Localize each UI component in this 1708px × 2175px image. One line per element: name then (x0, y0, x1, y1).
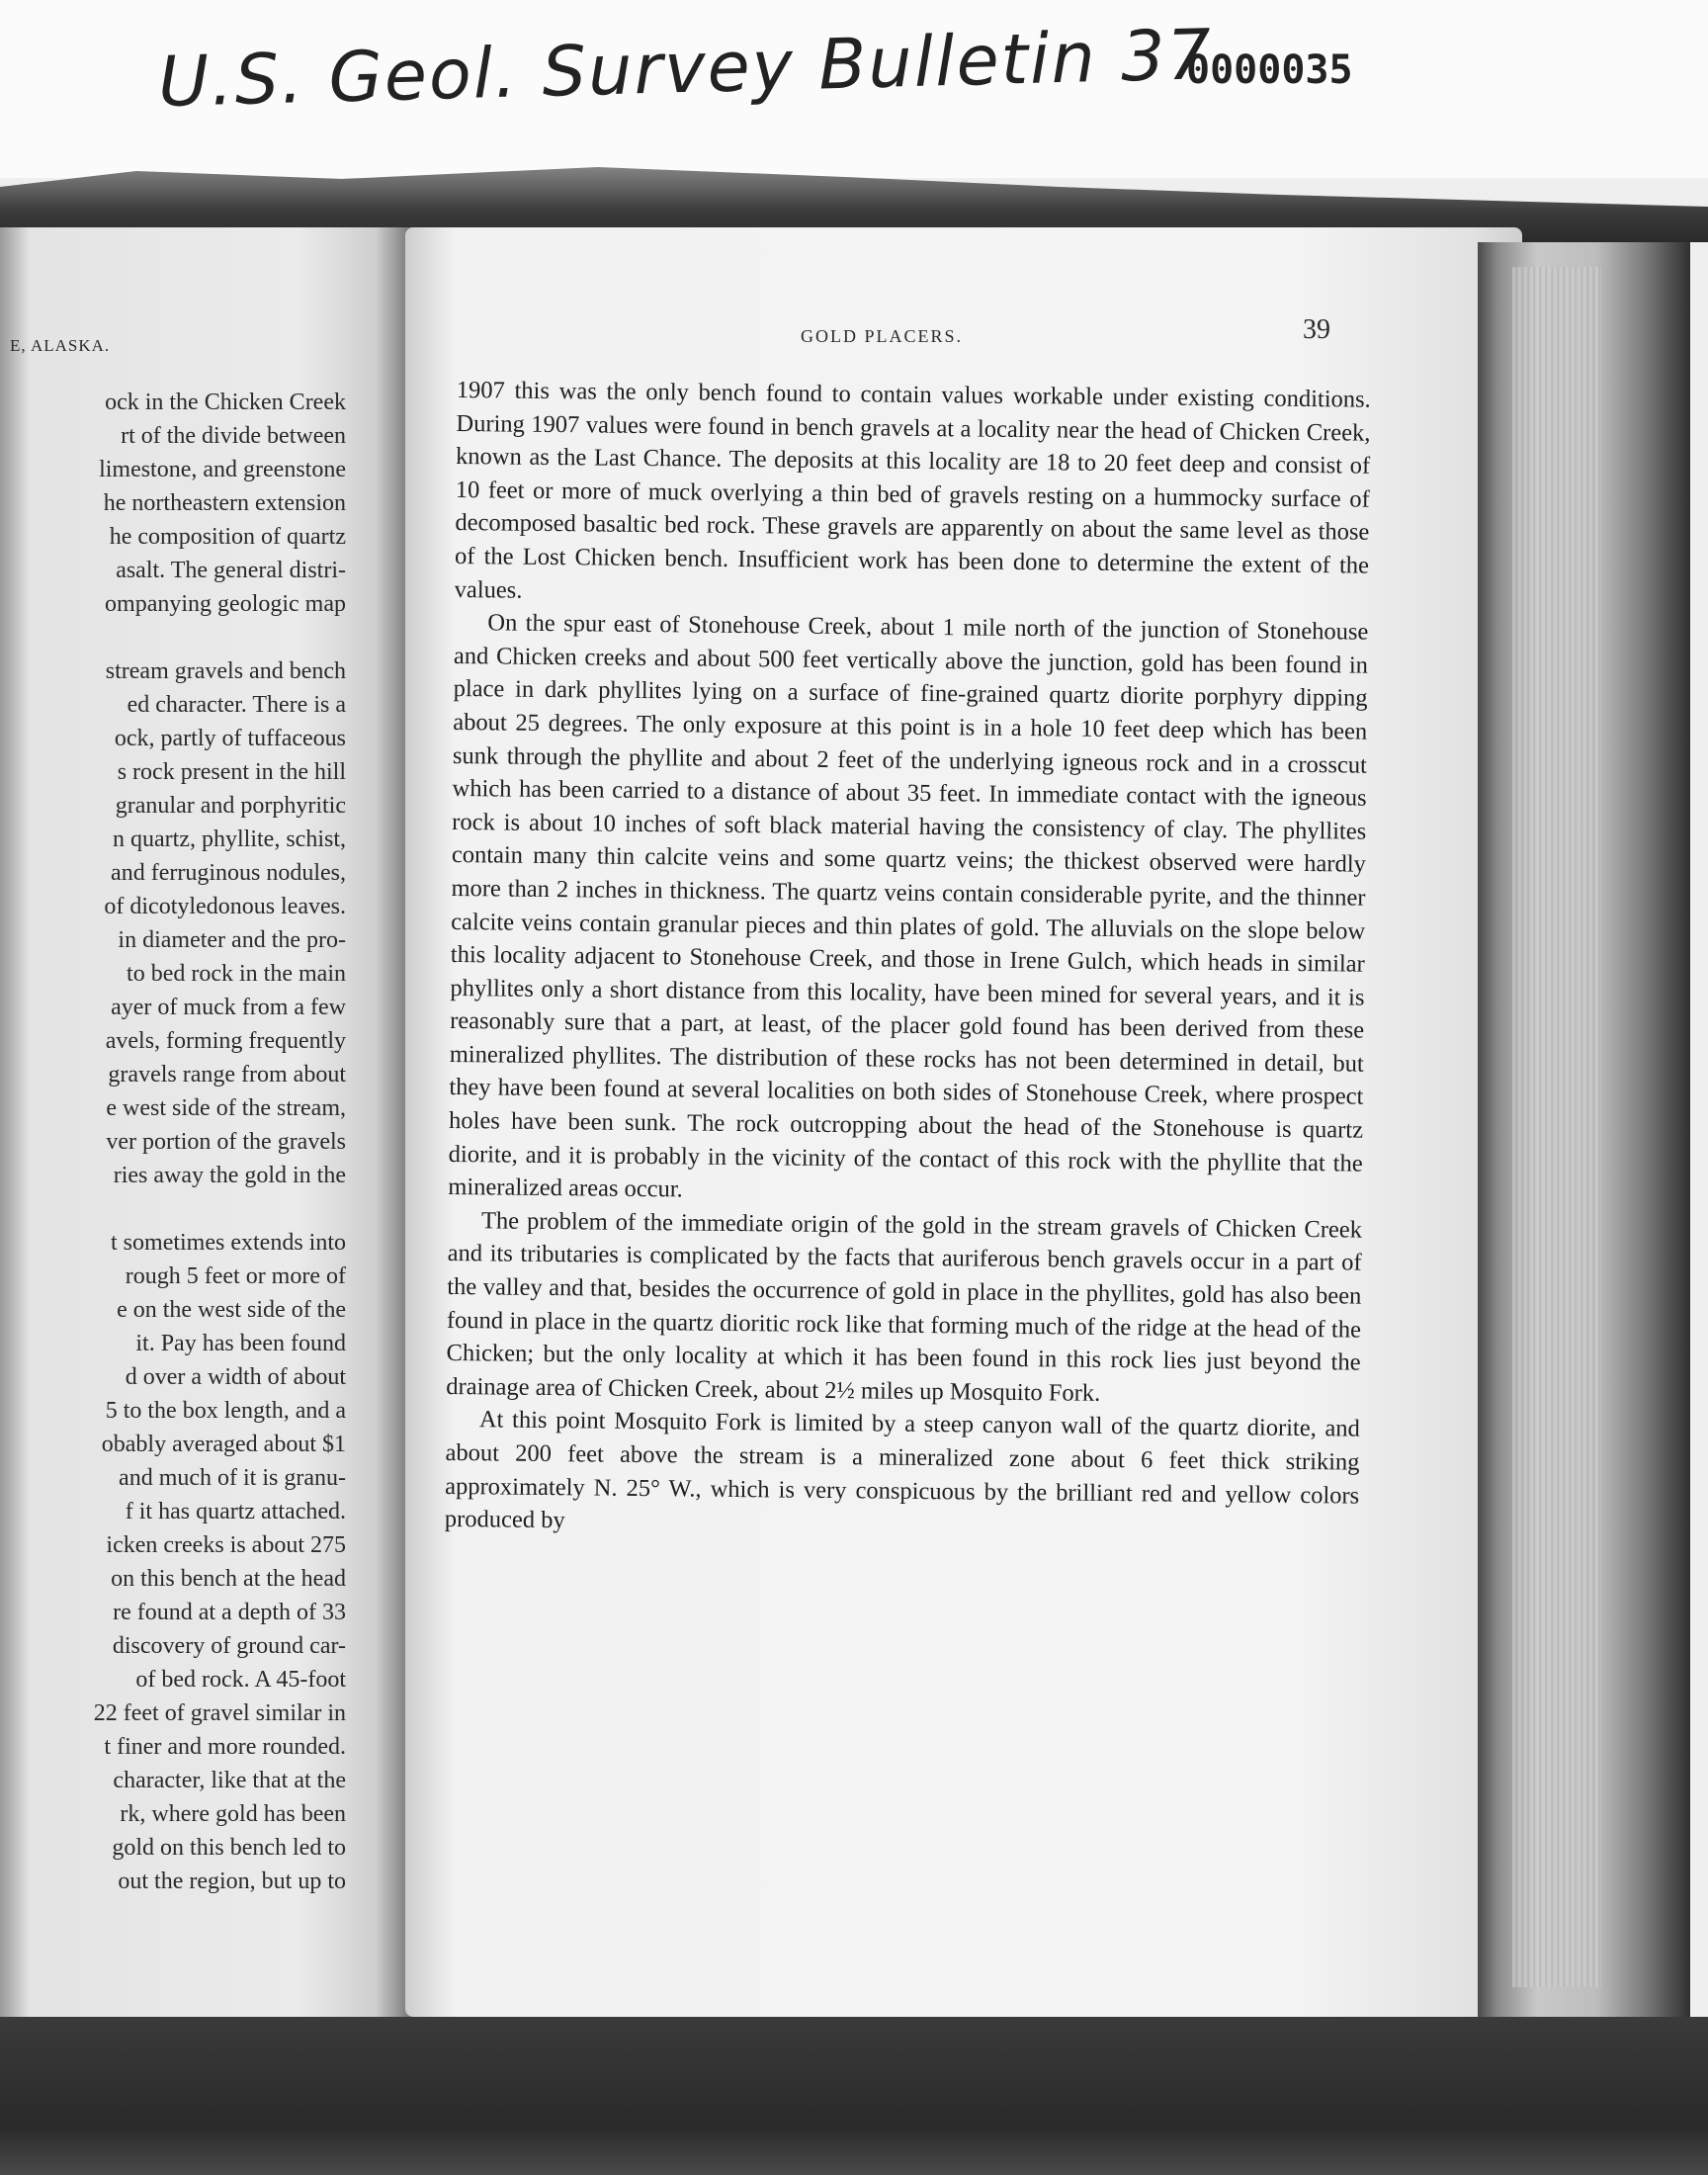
handwritten-annotation: U.S. Geol. Survey Bulletin 37 (157, 14, 1215, 123)
document-number: 0000035 (1186, 47, 1353, 93)
bottom-shadow (0, 2017, 1708, 2175)
left-page-line: it. Pay has been found (135, 1331, 346, 1356)
left-page-line: n quartz, phyllite, schist, (113, 826, 346, 852)
left-page-line: re found at a depth of 33 (113, 1600, 346, 1625)
left-page-line: discovery of ground car- (112, 1633, 346, 1659)
left-page (0, 227, 415, 2027)
body-text (445, 374, 1371, 1545)
left-page-line: stream gravels and bench (105, 658, 346, 684)
left-page-line: gravels range from about (108, 1062, 346, 1088)
left-page-line: icken creeks is about 275 (106, 1532, 346, 1558)
left-page-line: granular and porphyritic (115, 793, 346, 819)
left-page-line: ock in the Chicken Creek (105, 390, 346, 415)
paragraph: 1907 this was the only bench found to contain values workable under existing conditions. During 1907 values were found in bench gravels at a locality near the head of Chicken Creek, known as the Last Chance. The deposits at this locality are 18 to 20 feet deep and consist of 10 feet or more of muck overlying a thin bed of gravels resting on a hummocky surface of decomposed basaltic bed rock. These gravels are apparently on about the same level as those of the Lost Chicken bench. Insufficient work has been done to determine the extent of the values. (454, 376, 1371, 604)
left-page-line: of bed rock. A 45-foot (135, 1667, 346, 1693)
paragraph: On the spur east of Stonehouse Creek, about 1 mile north of the junction of Stonehouse and Chicken creeks and about 500 feet vertically above the junction, gold has been found in place in dark phyllites lying on a surface of fine-grained quartz diorite porphyry dipping about 25 degrees. The only exposure at this point is in a hole 10 feet deep which has been sunk through the phyllite and about 2 feet of the underlying igneous rock and in a crosscut which has been carried to a distance of about 35 feet. In immediate contact with the igneous rock is about 10 inches of soft black material having the consistency of clay. The phyllites contain many thin calcite veins and some quartz veins; the thickest observed were hardly more than 2 inches in thickness. The quartz veins contain considerable pyrite, and the thinner calcite veins contain granular pieces and thin plates of gold. The alluvials on the slope below this locality adjacent to Stonehouse Creek, and those in Irene Gulch, which heads in similar phyllites only a short distance from this locality, have been mined for several years, and it is reasonably sure that a part, at least, of the placer gold found has been derived from these mineralized phyllites. The distribution of these rocks has not been determined in detail, but they have been found at several localities on both sides of Stonehouse Creek, where prospect holes have been sunk. The rock outcropping about the head of the Stonehouse is quartz diorite, and it is probably in the vicinity of the contact of this rock with the phyllite that the mineralized areas occur. (448, 609, 1369, 1203)
left-page-line: 5 to the box length, and a (105, 1398, 346, 1424)
left-page-line: character, like that at the (113, 1768, 346, 1793)
left-page-line: ver portion of the gravels (106, 1129, 346, 1155)
left-page-gap (0, 1192, 346, 1226)
left-page-line: ompanying geologic map (105, 591, 346, 617)
left-page-line: d over a width of about (125, 1364, 346, 1390)
left-page-line: rt of the divide between (121, 423, 346, 449)
left-page-line: gold on this bench led to (112, 1835, 346, 1861)
left-page-line: and much of it is granu- (119, 1465, 346, 1491)
left-page-line: rk, where gold has been (120, 1801, 346, 1827)
annotation-strip (0, 0, 1708, 178)
left-page-line: asalt. The general distri- (116, 558, 346, 583)
right-page (405, 227, 1522, 2017)
book-page-edges-lines (1512, 267, 1601, 1987)
left-page-line: t sometimes extends into (111, 1230, 346, 1256)
left-page-line: ock, partly of tuffaceous (114, 726, 346, 751)
left-page-line: he composition of quartz (109, 524, 346, 550)
page-number: 39 (1303, 314, 1330, 345)
left-page-line: and ferruginous nodules, (111, 860, 346, 886)
paragraph: At this point Mosquito Fork is limited by a steep canyon wall of the quartz diorite, and about 200 feet above the stream is a mineralized zone about 6 feet thick striking approximately N. 25° W., which is very conspicuous by the brilliant red and yellow colors produced by (444, 1406, 1361, 1534)
left-page-line: in diameter and the pro- (118, 927, 346, 953)
left-page-line: limestone, and greenstone (99, 457, 346, 482)
left-page-line: to bed rock in the main (127, 961, 346, 987)
left-page-line: rough 5 feet or more of (125, 1263, 346, 1289)
left-page-line: t finer and more rounded. (104, 1734, 346, 1760)
left-page-line: e west side of the stream, (106, 1095, 346, 1121)
left-page-line: ed character. There is a (127, 692, 346, 718)
left-page-line: e on the west side of the (117, 1297, 346, 1323)
left-page-line: he northeastern extension (103, 490, 346, 516)
left-page-line: s rock present in the hill (117, 759, 346, 785)
running-head: GOLD PLACERS. (801, 326, 964, 346)
left-page-line: obably averaged about $1 (101, 1432, 346, 1457)
left-page-gap (0, 621, 346, 654)
left-page-line: out the region, but up to (118, 1869, 346, 1894)
left-page-line: on this bench at the head (111, 1566, 346, 1592)
left-page-line: ries away the gold in the (113, 1163, 346, 1188)
left-page-line: avels, forming frequently (105, 1028, 346, 1054)
left-page-line: of dicotyledonous leaves. (104, 894, 346, 919)
paragraph: The problem of the immediate origin of the gold in the stream gravels of Chicken Creek and its tributaries is complicated by the facts that auriferous bench gravels occur in a part of the valley and that, besides the occurrence of gold in place in the phyllites, gold has also been found in place in the quartz dioritic rock like that forming much of the ridge at the head of the Chicken; but the only locality at which it has been found in this rock lies just beyond the drainage area of Chicken Creek, about 2½ miles up Mosquito Fork. (446, 1207, 1363, 1407)
left-page-text (0, 386, 346, 1898)
left-page-line: f it has quartz attached. (125, 1499, 346, 1524)
left-page-line: 22 feet of gravel similar in (93, 1700, 346, 1726)
left-page-line: ayer of muck from a few (111, 995, 346, 1020)
left-running-head: E, ALASKA. (10, 336, 111, 355)
